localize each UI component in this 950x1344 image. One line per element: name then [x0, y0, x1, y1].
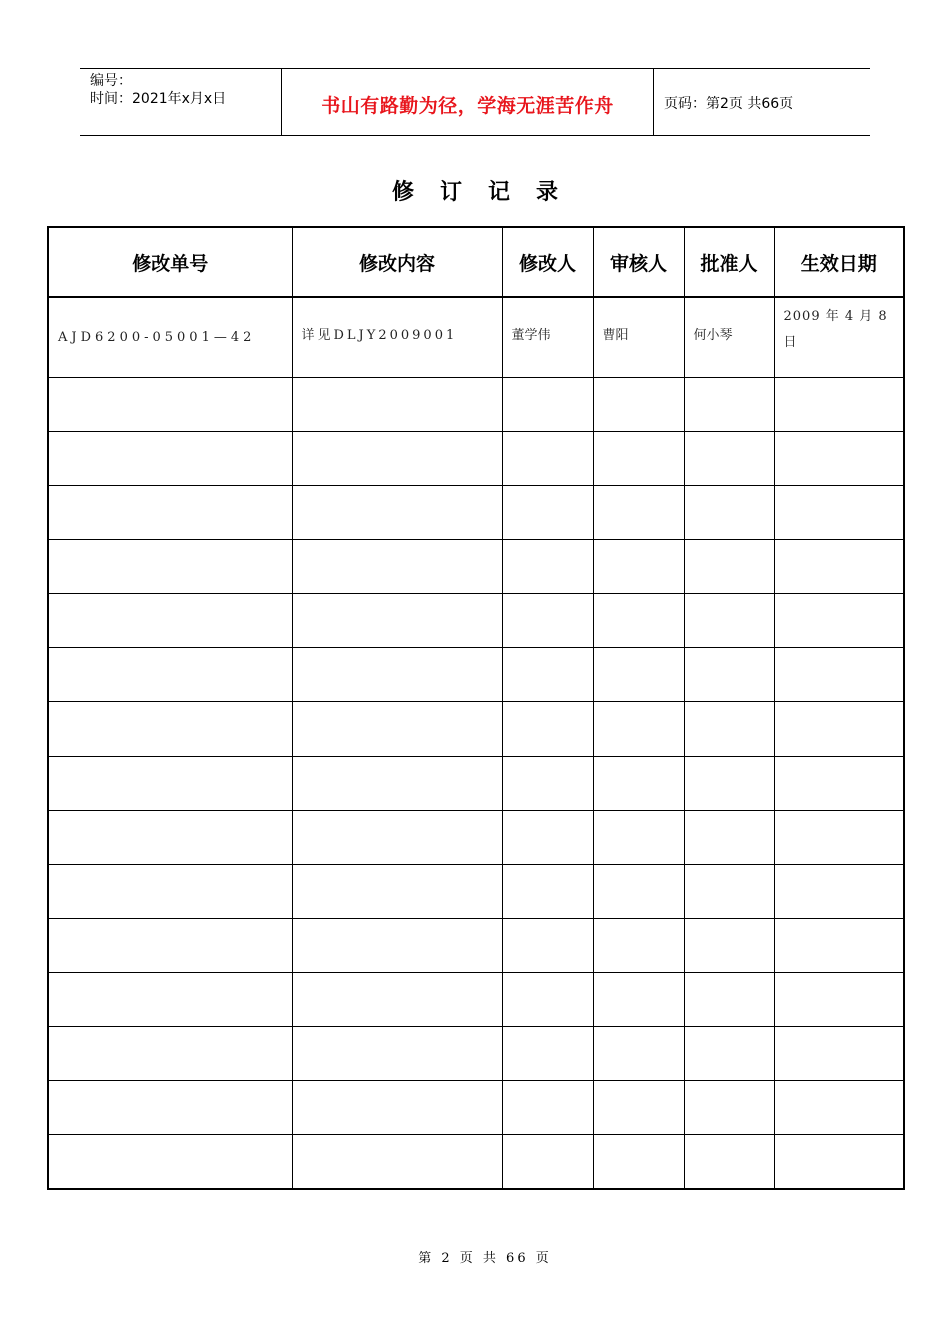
empty-cell: [684, 594, 774, 648]
empty-cell: [502, 377, 593, 431]
empty-cell: [292, 540, 502, 594]
document-title: 修订记录: [391, 179, 584, 205]
empty-cell: [48, 756, 292, 810]
empty-cell: [593, 486, 684, 540]
empty-cell: [292, 756, 502, 810]
empty-cell: [48, 810, 292, 864]
table-row-empty: [48, 702, 904, 756]
empty-cell: [292, 973, 502, 1027]
empty-cell: [774, 756, 904, 810]
empty-cell: [593, 594, 684, 648]
empty-cell: [48, 648, 292, 702]
empty-cell: [684, 1135, 774, 1189]
page-footer: 第 2 页 共 66 页: [418, 1251, 552, 1266]
empty-cell: [502, 702, 593, 756]
empty-cell: [48, 702, 292, 756]
empty-cell: [48, 1135, 292, 1189]
empty-cell: [774, 1135, 904, 1189]
empty-cell: [48, 918, 292, 972]
cell-change-number: AJD6200-05001—42: [48, 297, 292, 377]
empty-cell: [48, 1081, 292, 1135]
table-row-empty: [48, 486, 904, 540]
cell-reviewer: 曹阳: [593, 297, 684, 377]
empty-cell: [774, 431, 904, 485]
empty-cell: [593, 973, 684, 1027]
empty-cell: [684, 486, 774, 540]
column-header-change-content: 修改内容: [292, 227, 502, 297]
empty-cell: [593, 1081, 684, 1135]
table-row-empty: [48, 1081, 904, 1135]
header-motto: 书山有路勤为径，学海无涯苦作舟: [281, 69, 654, 135]
empty-cell: [292, 1135, 502, 1189]
empty-cell: [593, 648, 684, 702]
empty-cell: [502, 594, 593, 648]
empty-cell: [774, 648, 904, 702]
empty-cell: [774, 973, 904, 1027]
empty-cell: [684, 1027, 774, 1081]
empty-cell: [292, 702, 502, 756]
cell-modifier: 董学伟: [502, 297, 593, 377]
table-row-empty: [48, 918, 904, 972]
table-row-empty: [48, 540, 904, 594]
empty-cell: [502, 918, 593, 972]
empty-cell: [292, 377, 502, 431]
empty-cell: [48, 1027, 292, 1081]
empty-cell: [593, 540, 684, 594]
table-row-empty: [48, 648, 904, 702]
empty-cell: [292, 810, 502, 864]
cell-change-content: 详见DLJY2009001: [292, 297, 502, 377]
column-header-change-number: 修改单号: [48, 227, 292, 297]
table-row: [48, 297, 904, 377]
effective-date-line-1: 2009 年 4 月 8: [783, 309, 888, 325]
table-row-empty: [48, 1135, 904, 1189]
column-header-reviewer: 审核人: [593, 227, 684, 297]
empty-cell: [48, 973, 292, 1027]
empty-cell: [774, 702, 904, 756]
empty-cell: [774, 1027, 904, 1081]
empty-cell: [292, 486, 502, 540]
column-header-modifier: 修改人: [502, 227, 593, 297]
cell-approver: 何小琴: [684, 297, 774, 377]
empty-cell: [48, 864, 292, 918]
empty-cell: [774, 594, 904, 648]
revision-record-table: [47, 226, 905, 1190]
empty-cell: [502, 648, 593, 702]
empty-cell: [684, 648, 774, 702]
header-left-info: [80, 69, 281, 135]
empty-cell: [593, 1027, 684, 1081]
empty-cell: [48, 431, 292, 485]
empty-cell: [502, 431, 593, 485]
empty-cell: [502, 864, 593, 918]
table-row-empty: [48, 864, 904, 918]
empty-cell: [774, 377, 904, 431]
empty-cell: [774, 486, 904, 540]
table-row-empty: [48, 1027, 904, 1081]
table-row-empty: [48, 377, 904, 431]
empty-cell: [593, 756, 684, 810]
empty-cell: [292, 594, 502, 648]
empty-cell: [48, 594, 292, 648]
empty-cell: [502, 1027, 593, 1081]
document-time-label: 时间：2021年x月x日: [90, 91, 227, 107]
empty-cell: [292, 1027, 502, 1081]
empty-cell: [502, 756, 593, 810]
column-header-approver: 批准人: [684, 227, 774, 297]
empty-cell: [684, 810, 774, 864]
empty-cell: [502, 1081, 593, 1135]
empty-cell: [292, 648, 502, 702]
empty-cell: [774, 810, 904, 864]
empty-cell: [593, 377, 684, 431]
empty-cell: [292, 1081, 502, 1135]
empty-cell: [684, 973, 774, 1027]
empty-cell: [502, 540, 593, 594]
table-row-empty: [48, 431, 904, 485]
empty-cell: [774, 918, 904, 972]
empty-cell: [48, 377, 292, 431]
empty-cell: [502, 1135, 593, 1189]
page-header: [80, 68, 870, 136]
empty-cell: [502, 810, 593, 864]
table-row-empty: [48, 810, 904, 864]
table-row-empty: [48, 756, 904, 810]
document-number-label: 编号：: [90, 73, 132, 89]
empty-cell: [292, 431, 502, 485]
empty-cell: [593, 810, 684, 864]
empty-cell: [684, 864, 774, 918]
empty-cell: [593, 431, 684, 485]
empty-cell: [774, 540, 904, 594]
empty-cell: [684, 377, 774, 431]
empty-cell: [593, 864, 684, 918]
empty-cell: [684, 756, 774, 810]
table-row-empty: [48, 973, 904, 1027]
empty-cell: [292, 864, 502, 918]
empty-cell: [48, 540, 292, 594]
empty-cell: [502, 486, 593, 540]
empty-cell: [292, 918, 502, 972]
empty-cell: [774, 864, 904, 918]
empty-cell: [684, 918, 774, 972]
table-row-empty: [48, 594, 904, 648]
empty-cell: [774, 1081, 904, 1135]
empty-cell: [593, 702, 684, 756]
effective-date-line-2: 日: [783, 335, 798, 351]
cell-effective-date: [774, 297, 904, 377]
empty-cell: [684, 431, 774, 485]
column-header-effective-date: 生效日期: [774, 227, 904, 297]
empty-cell: [684, 1081, 774, 1135]
header-page-info: 页码：第2页 共66页: [664, 96, 794, 112]
empty-cell: [502, 973, 593, 1027]
table-header-row: [48, 227, 904, 297]
empty-cell: [593, 918, 684, 972]
empty-cell: [593, 1135, 684, 1189]
empty-cell: [684, 540, 774, 594]
empty-cell: [684, 702, 774, 756]
empty-cell: [48, 486, 292, 540]
